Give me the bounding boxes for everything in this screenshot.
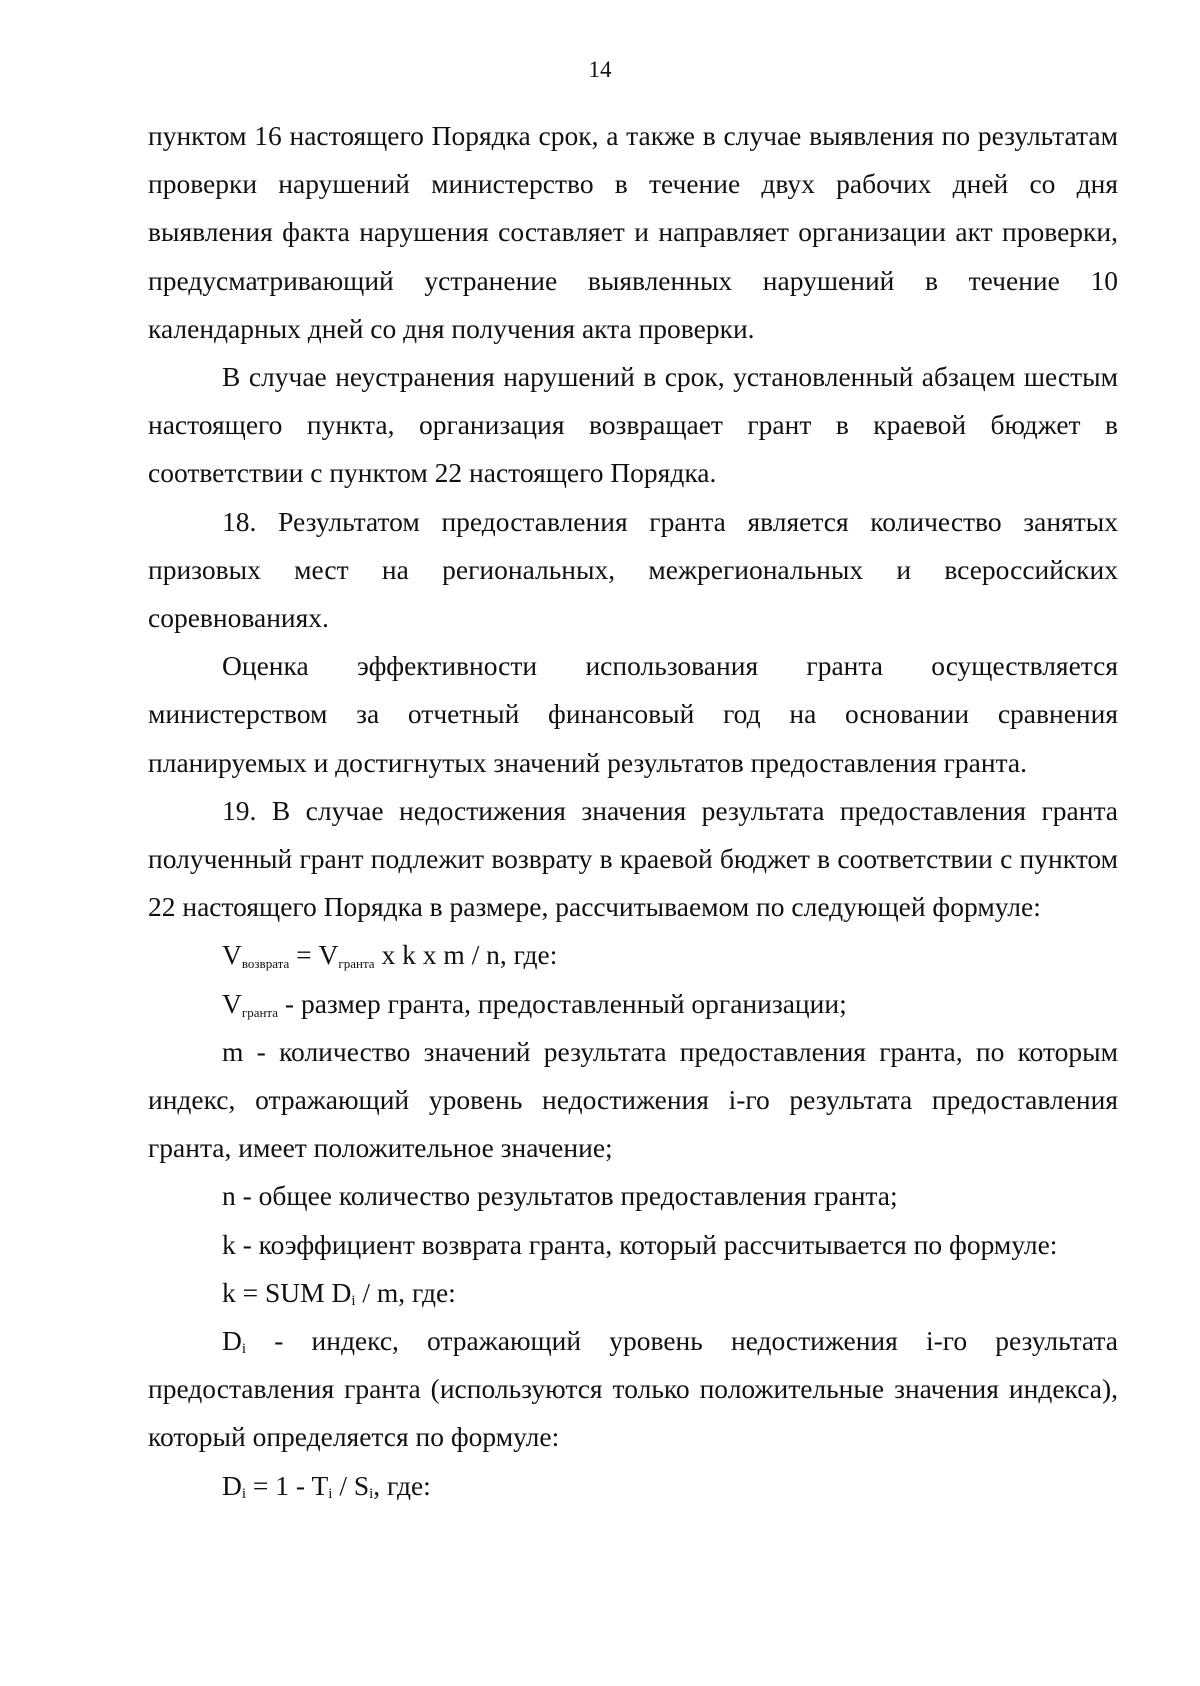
paragraph-noncompliance: В случае неустранения нарушений в срок, установленный абзацем шестым настоящего пункта, организация возвращает грант в краевой бюджет в соответствии с пунктом 22 настоящего Порядка. [148, 361, 1118, 489]
paragraph-efficiency-evaluation: Оценка эффективности использования гранта осуществляется министерством за отчетный финансовый год на основании сравнения планируемых и достигнутых значений результатов предоставления гранта. [148, 650, 1118, 778]
formula-d: Di = 1 - Ti / Si, где: [222, 1469, 431, 1502]
definition-k: k - коэффициент возврата гранта, который рассчитывается по формуле: [222, 1228, 1058, 1260]
page-number: 14 [588, 57, 612, 82]
paragraph-continuation: пунктом 16 настоящего Порядка срок, а также в случае выявления по результатам проверки нарушений министерство в течение двух рабочих дней со дня выявления факта нарушения составляет и направляет организации акт проверки, предусматривающий устранение выявленных нарушений в течение 10 календарных дней со дня получения акта проверки. [148, 120, 1118, 344]
formula-k: k = SUM Di / m, где: [222, 1276, 456, 1309]
formula-return-amount: $V_{возврата} = V_{гранта}$ x k x m / n, где: [222, 939, 558, 972]
definition-v-grant: $V_{гранта}$ - размер гранта, предоставленный организации; [222, 987, 847, 1020]
definition-m: m - количество значений результата предоставления гранта, по которым индекс, отражающий уровень недостижения i-го результата предоставления гранта, имеет положительное значение; [148, 1035, 1118, 1164]
paragraph-clause-19: 19. В случае недостижения значения результата предоставления гранта полученный грант подлежит возврату в краевой бюджет в соответствии с пунктом 22 настоящего Порядка в размере, рассчитываемом по следующей формуле: [148, 794, 1118, 923]
definition-d: Di - индекс, отражающий уровень недостижения i-го результата предоставления гранта (используются только положительные значения индекса), который определяется по формуле: [148, 1325, 1118, 1453]
document-body [148, 112, 1118, 1510]
paragraph-clause-18: 18. Результатом предоставления гранта является количество занятых призовых мест на региональных, межрегиональных и всероссийских соревнованиях. [148, 505, 1118, 634]
definition-n: n - общее количество результатов предоставления гранта; [222, 1180, 898, 1212]
